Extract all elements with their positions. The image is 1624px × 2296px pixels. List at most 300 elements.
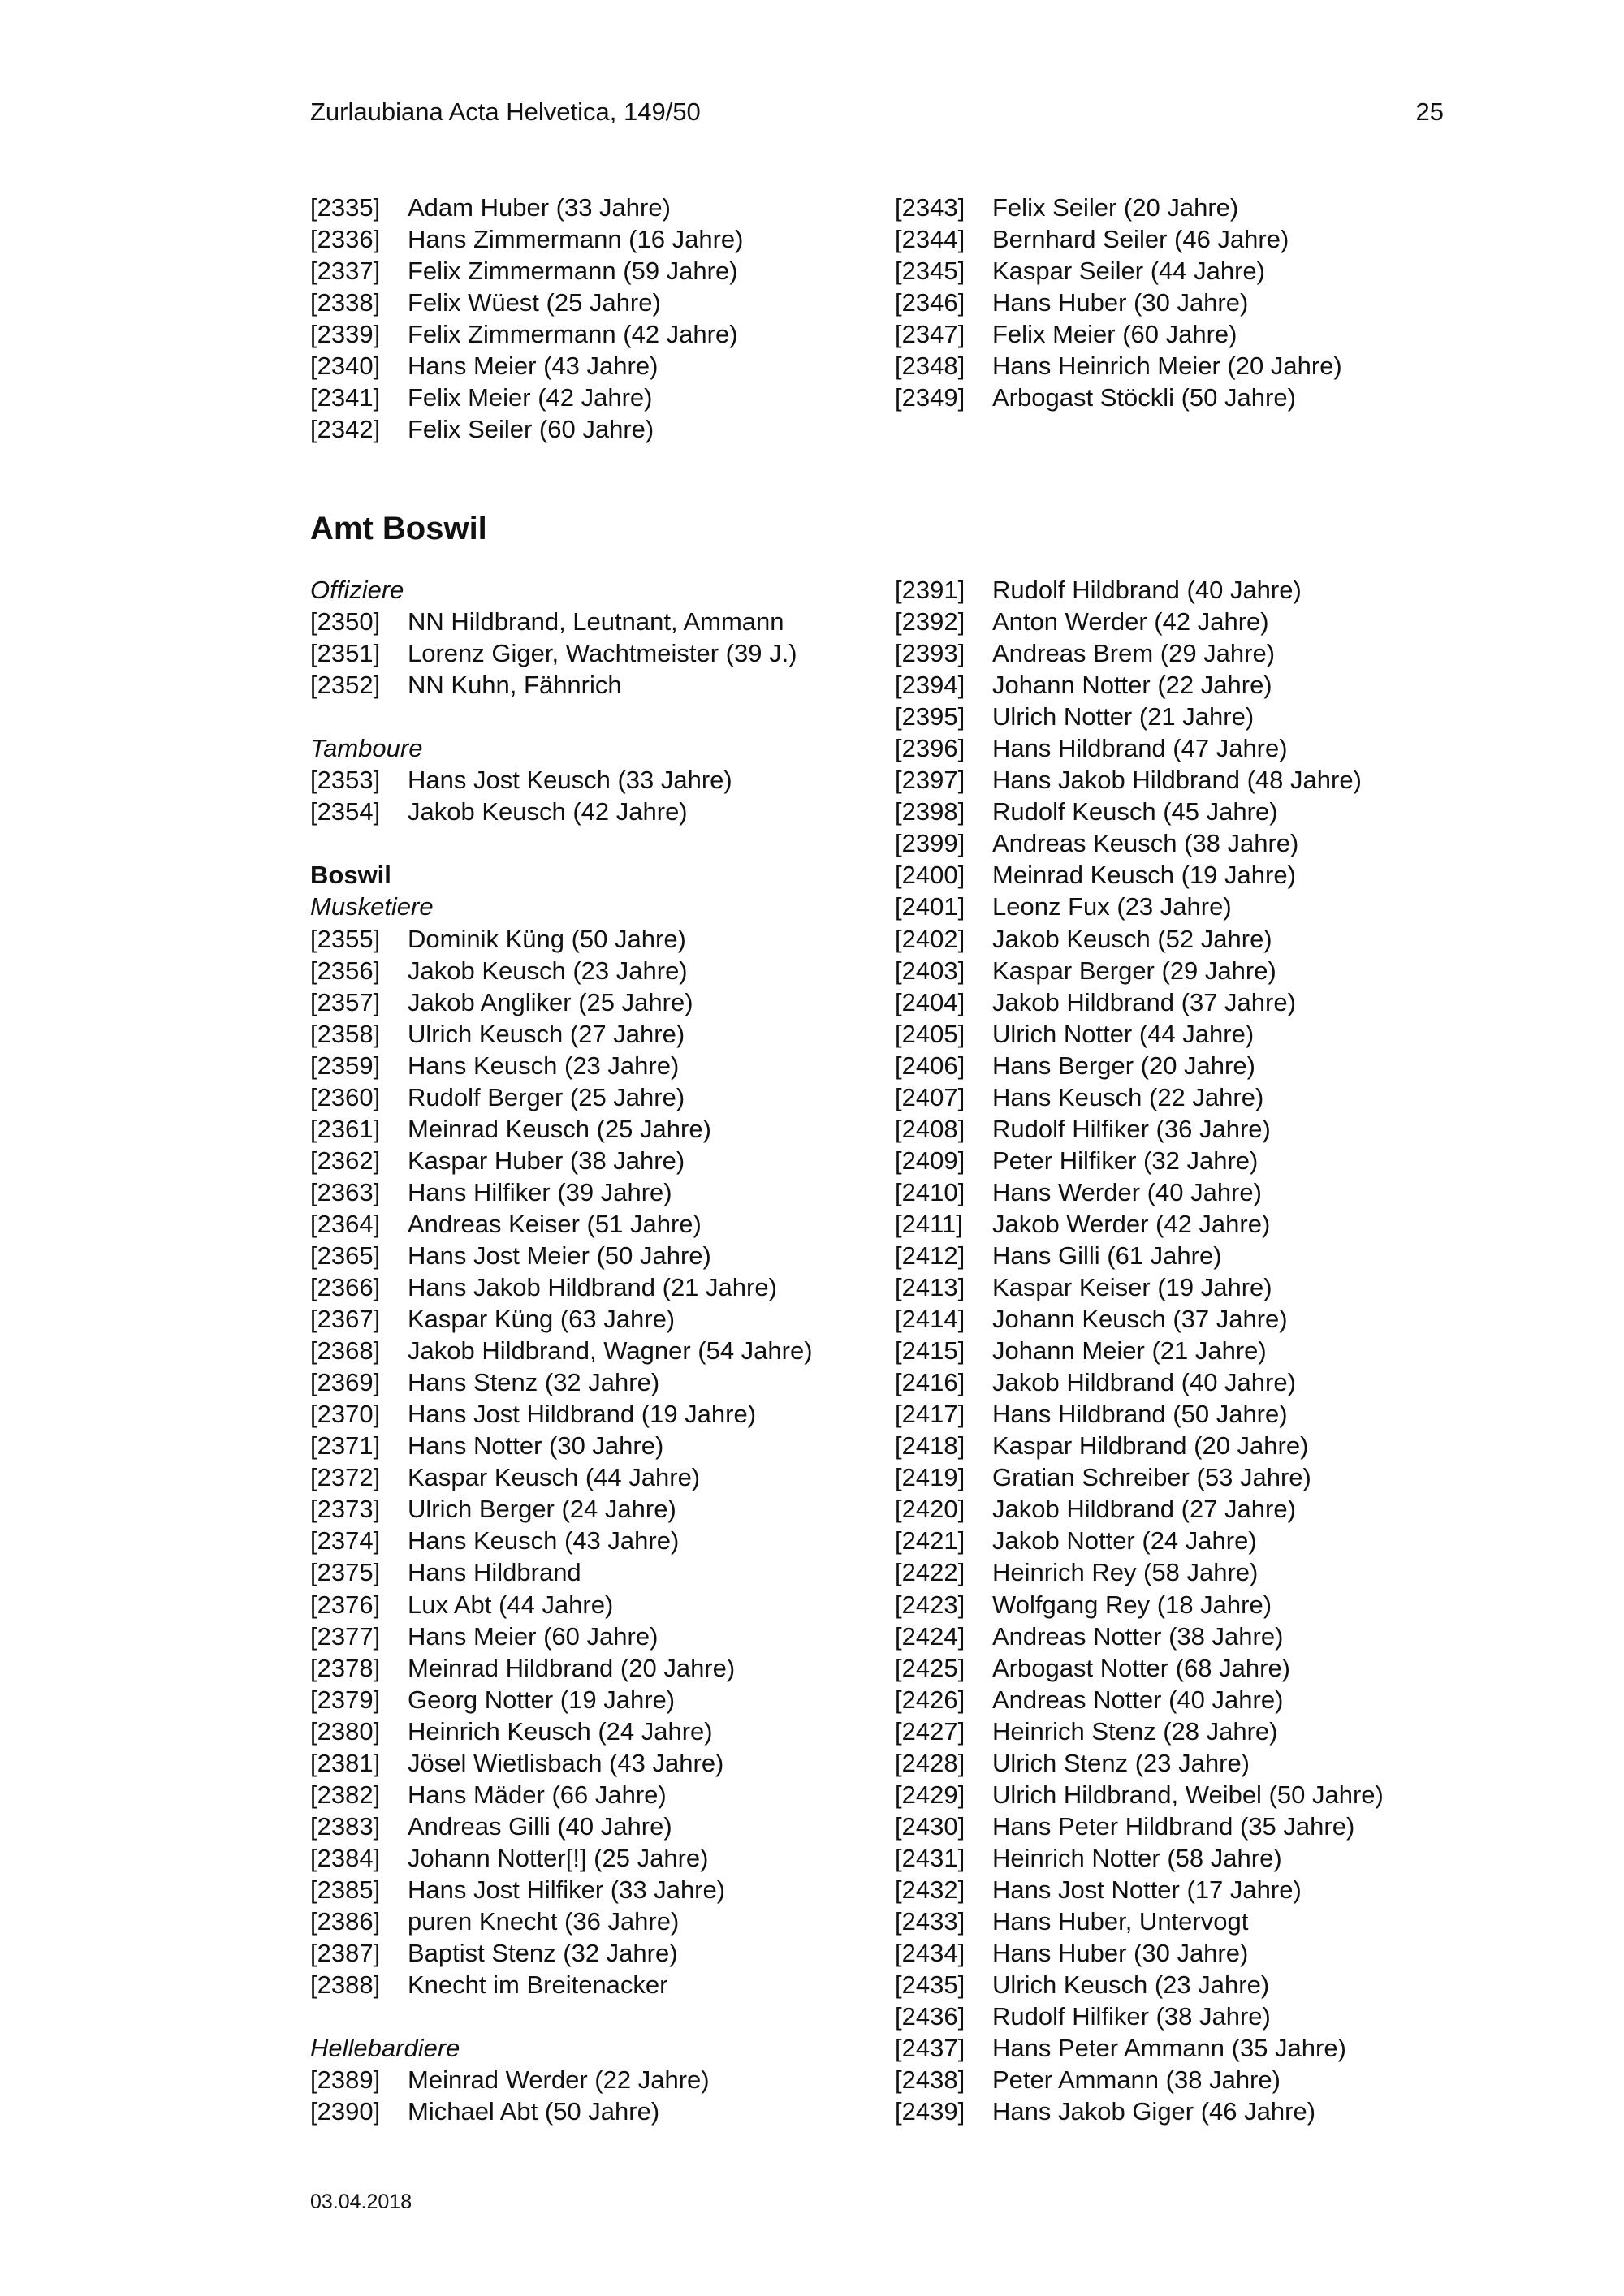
list-item [895,1018,1384,1050]
entry-number: [2348] [895,352,965,381]
list-item [895,574,1384,606]
entry-number: [2361] [310,1114,381,1143]
list-item [310,413,743,445]
list-item [310,923,813,955]
entry-number: [2345] [895,257,965,286]
entry-name: Rudolf Hildbrand (40 Jahre) [992,576,1302,604]
entry-number: [2431] [895,1843,965,1872]
entry-name: Georg Notter (19 Jahre) [408,1685,676,1714]
entry-number: [2424] [895,1621,965,1651]
list-item [895,2064,1384,2095]
entry-name: Andreas Notter (40 Jahre) [992,1685,1284,1714]
entry-number: [2407] [895,1082,965,1111]
subgroup-heading: Musketiere [310,892,434,921]
entry-name: Knecht im Breitenacker [408,1970,668,2000]
entry-name: Hans Stenz (32 Jahre) [408,1368,660,1397]
entry-number: [2400] [895,861,965,890]
left-column-list [310,574,813,2127]
subgroup-heading: Offiziere [310,576,404,604]
list-item [895,1271,1384,1303]
list-item [310,1113,813,1145]
list-item [310,1556,813,1588]
list-item [895,1145,1384,1176]
list-item [895,1493,1384,1525]
list-item [895,1430,1384,1461]
list-item [895,1621,1384,1652]
entry-number: [2381] [310,1748,381,1777]
list-item [310,1271,813,1303]
list-item [895,1810,1384,1842]
entry-number: [2397] [895,766,965,795]
entry-name: Ulrich Keusch (27 Jahre) [408,1019,685,1048]
entry-number: [2428] [895,1748,965,1777]
entry-number: [2355] [310,924,381,953]
list-item [310,1905,813,1937]
entry-number: [2364] [310,1209,381,1238]
list-item [310,1747,813,1779]
list-item [310,1366,813,1398]
entry-name: Michael Abt (50 Jahre) [408,2097,660,2126]
list-item [895,1366,1384,1398]
entry-name: Heinrich Rey (58 Jahre) [992,1558,1259,1587]
list-item [895,1240,1384,1271]
top-right-list [895,192,1342,413]
entry-name: Jakob Keusch (52 Jahre) [992,924,1272,953]
list-item [310,1652,813,1684]
list-item [310,1081,813,1113]
entry-number: [2414] [895,1305,965,1334]
entry-number: [2432] [895,1875,965,1904]
list-item [310,764,813,796]
entry-number: [2435] [895,1970,965,2000]
entry-number: [2438] [895,2065,965,2095]
list-item [895,192,1342,223]
entry-number: [2411] [895,1209,963,1238]
list-item [895,382,1342,413]
entry-name: Hans Jost Meier (50 Jahre) [408,1241,711,1270]
entry-number: [2391] [895,576,965,604]
entry-number: [2388] [310,1970,381,2000]
entry-name: Hans Huber (30 Jahre) [992,288,1249,317]
list-item [895,318,1342,350]
entry-number: [2382] [310,1780,381,1809]
entry-name: Hans Meier (60 Jahre) [408,1621,659,1651]
entry-name: Hans Huber, Untervogt [992,1906,1249,1936]
list-item [895,2032,1384,2064]
entry-number: [2386] [310,1906,381,1936]
entry-number: [2417] [895,1400,965,1429]
list-item [310,1018,813,1050]
entry-number: [2370] [310,1400,381,1429]
entry-number: [2439] [895,2097,965,2126]
entry-name: Felix Meier (42 Jahre) [408,383,653,412]
entry-name: Heinrich Notter (58 Jahre) [992,1843,1282,1872]
entry-name: Hans Hilfiker (39 Jahre) [408,1177,672,1206]
entry-name: Hans Werder (40 Jahre) [992,1177,1262,1206]
entry-number: [2421] [895,1526,965,1556]
entry-number: [2415] [895,1336,965,1366]
entry-name: Andreas Brem (29 Jahre) [992,639,1276,668]
entry-name: Rudolf Hilfiker (38 Jahre) [992,2002,1271,2031]
list-item [895,606,1384,637]
list-item [310,192,743,223]
list-item [310,1969,813,2000]
entry-name: Felix Meier (60 Jahre) [992,320,1237,349]
entry-name: Heinrich Keusch (24 Jahre) [408,1716,713,1746]
list-item [895,1937,1384,1969]
list-item [895,1461,1384,1493]
entry-number: [2379] [310,1685,381,1714]
entry-number: [2404] [895,987,965,1016]
entry-name: Jakob Hildbrand (40 Jahre) [992,1368,1296,1397]
entry-number: [2353] [310,766,381,795]
entry-name: Lux Abt (44 Jahre) [408,1590,614,1619]
entry-number: [2346] [895,288,965,317]
entry-name: Ulrich Keusch (23 Jahre) [992,1970,1270,2000]
entry-name: Rudolf Berger (25 Jahre) [408,1082,685,1111]
entry-number: [2369] [310,1368,381,1397]
entry-number: [2375] [310,1558,381,1587]
entry-name: Hans Peter Hildbrand (35 Jahre) [992,1811,1355,1841]
list-item [310,318,743,350]
list-item [310,1874,813,1905]
entry-name: Arbogast Stöckli (50 Jahre) [992,383,1296,412]
entry-name: Bernhard Seiler (46 Jahre) [992,225,1289,254]
list-item [895,1398,1384,1430]
list-item [310,1493,813,1525]
entry-number: [2433] [895,1906,965,1936]
entry-name: Hans Jakob Hildbrand (48 Jahre) [992,766,1362,795]
list-item [895,1969,1384,2000]
top-left-list [310,192,743,445]
list-item [310,1335,813,1366]
entry-number: [2418] [895,1431,965,1461]
entry-name: Baptist Stenz (32 Jahre) [408,1939,678,1968]
group-heading: Boswil [310,861,391,890]
entry-number: [2350] [310,607,381,637]
list-item [895,1525,1384,1556]
footer-date: 03.04.2018 [310,2190,412,2213]
entry-name: Kaspar Küng (63 Jahre) [408,1305,676,1334]
entry-name: Felix Zimmermann (59 Jahre) [408,257,738,286]
list-item [310,986,813,1018]
list-item [895,2000,1384,2032]
entry-name: Hans Peter Ammann (35 Jahre) [992,2034,1346,2063]
entry-number: [2394] [895,671,965,700]
entry-number: [2437] [895,2034,965,2063]
entry-name: Hans Jost Hilfiker (33 Jahre) [408,1875,726,1904]
entry-name: Ulrich Berger (24 Jahre) [408,1495,676,1524]
list-item [895,1303,1384,1335]
entry-number: [2405] [895,1019,965,1048]
list-item [310,382,743,413]
list-item [310,1461,813,1493]
entry-number: [2349] [895,383,965,412]
list-item [895,923,1384,955]
list-item [895,1081,1384,1113]
list-item [895,1842,1384,1874]
entry-name: Meinrad Keusch (19 Jahre) [992,861,1296,890]
entry-name: Felix Wüest (25 Jahre) [408,288,661,317]
list-item [895,764,1384,796]
entry-number: [2365] [310,1241,381,1270]
entry-number: [2413] [895,1273,965,1302]
list-item [895,986,1384,1018]
list-item [895,1113,1384,1145]
entry-name: Kaspar Keusch (44 Jahre) [408,1463,701,1492]
entry-number: [2357] [310,987,381,1016]
entry-number: [2376] [310,1590,381,1619]
entry-name: Meinrad Keusch (25 Jahre) [408,1114,711,1143]
entry-name: Jakob Keusch (42 Jahre) [408,797,688,826]
entry-name: puren Knecht (36 Jahre) [408,1906,680,1936]
entry-number: [2374] [310,1526,381,1556]
entry-name: Kaspar Berger (29 Jahre) [992,956,1276,985]
list-item [310,1621,813,1652]
entry-name: Adam Huber (33 Jahre) [408,193,671,222]
list-item [310,2095,813,2127]
entry-number: [2430] [895,1811,965,1841]
entry-number: [2419] [895,1463,965,1492]
list-item [895,350,1342,382]
entry-number: [2393] [895,639,965,668]
entry-name: Hans Berger (20 Jahre) [992,1051,1255,1080]
entry-number: [2352] [310,671,381,700]
entry-name: Hans Jost Hildbrand (19 Jahre) [408,1400,757,1429]
list-item [895,1779,1384,1810]
entry-name: Hans Meier (43 Jahre) [408,352,659,381]
list-item [310,1842,813,1874]
entry-name: Hans Notter (30 Jahre) [408,1431,664,1461]
list-item [310,1937,813,1969]
entry-name: Jakob Hildbrand, Wagner (54 Jahre) [408,1336,813,1366]
entry-number: [2410] [895,1177,965,1206]
entry-name: Gratian Schreiber (53 Jahre) [992,1463,1311,1492]
entry-name: Hans Gilli (61 Jahre) [992,1241,1222,1270]
entry-number: [2373] [310,1495,381,1524]
entry-number: [2436] [895,2002,965,2031]
list-item [310,955,813,986]
entry-number: [2392] [895,607,965,637]
entry-number: [2368] [310,1336,381,1366]
list-item [895,223,1342,255]
list-item [310,1303,813,1335]
list-item [310,606,813,637]
entry-name: Meinrad Werder (22 Jahre) [408,2065,710,2095]
entry-number: [2339] [310,320,381,349]
running-header-title: Zurlaubiana Acta Helvetica, 149/50 [310,97,701,126]
entry-name: Hans Keusch (43 Jahre) [408,1526,680,1556]
entry-name: Andreas Notter (38 Jahre) [992,1621,1284,1651]
list-item [895,1050,1384,1081]
entry-number: [2383] [310,1811,381,1841]
entry-number: [2403] [895,956,965,985]
entry-name: NN Kuhn, Fähnrich [408,671,622,700]
entry-number: [2362] [310,1146,381,1175]
list-item [310,1684,813,1716]
list-item [310,255,743,287]
entry-number: [2406] [895,1051,965,1080]
entry-name: Kaspar Seiler (44 Jahre) [992,257,1265,286]
entry-name: Kaspar Keiser (19 Jahre) [992,1273,1272,1302]
list-item [310,1176,813,1208]
subgroup-heading: Hellebardiere [310,2034,460,2063]
subgroup-heading: Tamboure [310,734,423,763]
list-item [310,223,743,255]
entry-name: Anton Werder (42 Jahre) [992,607,1269,637]
entry-name: Dominik Küng (50 Jahre) [408,924,686,953]
entry-name: Johann Keusch (37 Jahre) [992,1305,1288,1334]
entry-number: [2366] [310,1273,381,1302]
list-item [895,827,1384,859]
entry-number: [2336] [310,225,381,254]
entry-number: [2429] [895,1780,965,1809]
entry-number: [2340] [310,352,381,381]
list-item [310,1716,813,1747]
entry-number: [2387] [310,1939,381,1968]
spacer [310,701,813,732]
list-item [310,2064,813,2095]
entry-number: [2426] [895,1685,965,1714]
entry-name: Hans Mäder (66 Jahre) [408,1780,667,1809]
list-item [895,1747,1384,1779]
list-item [895,1556,1384,1588]
entry-number: [2367] [310,1305,381,1334]
entry-number: [2408] [895,1114,965,1143]
entry-name: Andreas Keiser (51 Jahre) [408,1209,702,1238]
list-item [895,955,1384,986]
entry-name: Jakob Werder (42 Jahre) [992,1209,1271,1238]
entry-name: Hans Zimmermann (16 Jahre) [408,225,744,254]
entry-name: Ulrich Notter (21 Jahre) [992,702,1255,732]
entry-name: Lorenz Giger, Wachtmeister (39 J.) [408,639,797,668]
entry-name: Hans Jost Keusch (33 Jahre) [408,766,732,795]
entry-number: [2416] [895,1368,965,1397]
entry-name: Kaspar Huber (38 Jahre) [408,1146,685,1175]
list-item [895,1905,1384,1937]
list-item [310,287,743,318]
entry-name: Jakob Angliker (25 Jahre) [408,987,693,1016]
entry-name: Peter Ammann (38 Jahre) [992,2065,1281,2095]
page-number: 25 [1415,97,1444,126]
entry-number: [2356] [310,956,381,985]
entry-name: Peter Hilfiker (32 Jahre) [992,1146,1259,1175]
entry-number: [2434] [895,1939,965,1968]
entry-name: Jakob Hildbrand (27 Jahre) [992,1495,1296,1524]
list-item [310,1525,813,1556]
section-title: Amt Boswil [310,511,487,546]
list-item [895,287,1342,318]
entry-number: [2398] [895,797,965,826]
list-item [310,796,813,827]
list-item [895,1716,1384,1747]
list-item [895,669,1384,701]
list-item [310,1430,813,1461]
entry-name: Leonz Fux (23 Jahre) [992,892,1232,921]
entry-number: [2358] [310,1019,381,1048]
entry-name: Heinrich Stenz (28 Jahre) [992,1716,1278,1746]
entry-number: [2372] [310,1463,381,1492]
list-item [895,255,1342,287]
entry-number: [2338] [310,288,381,317]
entry-number: [2354] [310,797,381,826]
right-column-list [895,574,1384,2127]
spacer [310,2000,813,2032]
entry-name: Hans Hildbrand [408,1558,581,1587]
entry-number: [2342] [310,415,381,444]
entry-name: Jakob Notter (24 Jahre) [992,1526,1257,1556]
entry-number: [2425] [895,1653,965,1682]
list-item [310,1589,813,1621]
entry-number: [2371] [310,1431,381,1461]
entry-name: Rudolf Hilfiker (36 Jahre) [992,1114,1271,1143]
entry-number: [2402] [895,924,965,953]
spacer [310,827,813,859]
entry-number: [2380] [310,1716,381,1746]
list-item [895,637,1384,669]
entry-name: Felix Seiler (60 Jahre) [408,415,654,444]
entry-name: Hans Keusch (22 Jahre) [992,1082,1264,1111]
entry-number: [2390] [310,2097,381,2126]
entry-name: Jösel Wietlisbach (43 Jahre) [408,1748,724,1777]
entry-number: [2344] [895,225,965,254]
entry-name: Ulrich Hildbrand, Weibel (50 Jahre) [992,1780,1384,1809]
list-item [310,1398,813,1430]
entry-name: Andreas Keusch (38 Jahre) [992,829,1299,858]
entry-number: [2389] [310,2065,381,2095]
entry-number: [2378] [310,1653,381,1682]
entry-name: Wolfgang Rey (18 Jahre) [992,1590,1272,1619]
list-item [895,859,1384,891]
entry-number: [2399] [895,829,965,858]
entry-name: Hans Keusch (23 Jahre) [408,1051,680,1080]
entry-name: Jakob Keusch (23 Jahre) [408,956,688,985]
list-item [895,1874,1384,1905]
entry-name: Felix Seiler (20 Jahre) [992,193,1239,222]
entry-name: Ulrich Notter (44 Jahre) [992,1019,1255,1048]
entry-name: Hans Hildbrand (50 Jahre) [992,1400,1288,1429]
entry-name: Rudolf Keusch (45 Jahre) [992,797,1278,826]
entry-number: [2377] [310,1621,381,1651]
entry-name: Hans Huber (30 Jahre) [992,1939,1249,1968]
list-item [310,1050,813,1081]
entry-number: [2347] [895,320,965,349]
list-item [895,701,1384,732]
list-item [895,1335,1384,1366]
entry-number: [2412] [895,1241,965,1270]
list-item [310,1208,813,1240]
list-item [310,350,743,382]
entry-number: [2337] [310,257,381,286]
entry-number: [2423] [895,1590,965,1619]
entry-number: [2395] [895,702,965,732]
list-item [895,732,1384,764]
list-item [895,1652,1384,1684]
entry-name: Meinrad Hildbrand (20 Jahre) [408,1653,736,1682]
entry-number: [2335] [310,193,381,222]
entry-name: Ulrich Stenz (23 Jahre) [992,1748,1250,1777]
entry-number: [2343] [895,193,965,222]
list-item [895,1684,1384,1716]
entry-name: Kaspar Hildbrand (20 Jahre) [992,1431,1309,1461]
entry-name: Johann Notter[!] (25 Jahre) [408,1843,709,1872]
list-item [310,669,813,701]
entry-name: Hans Jakob Giger (46 Jahre) [992,2097,1316,2126]
list-item [310,1810,813,1842]
list-item [895,891,1384,922]
entry-number: [2341] [310,383,381,412]
entry-name: Felix Zimmermann (42 Jahre) [408,320,738,349]
